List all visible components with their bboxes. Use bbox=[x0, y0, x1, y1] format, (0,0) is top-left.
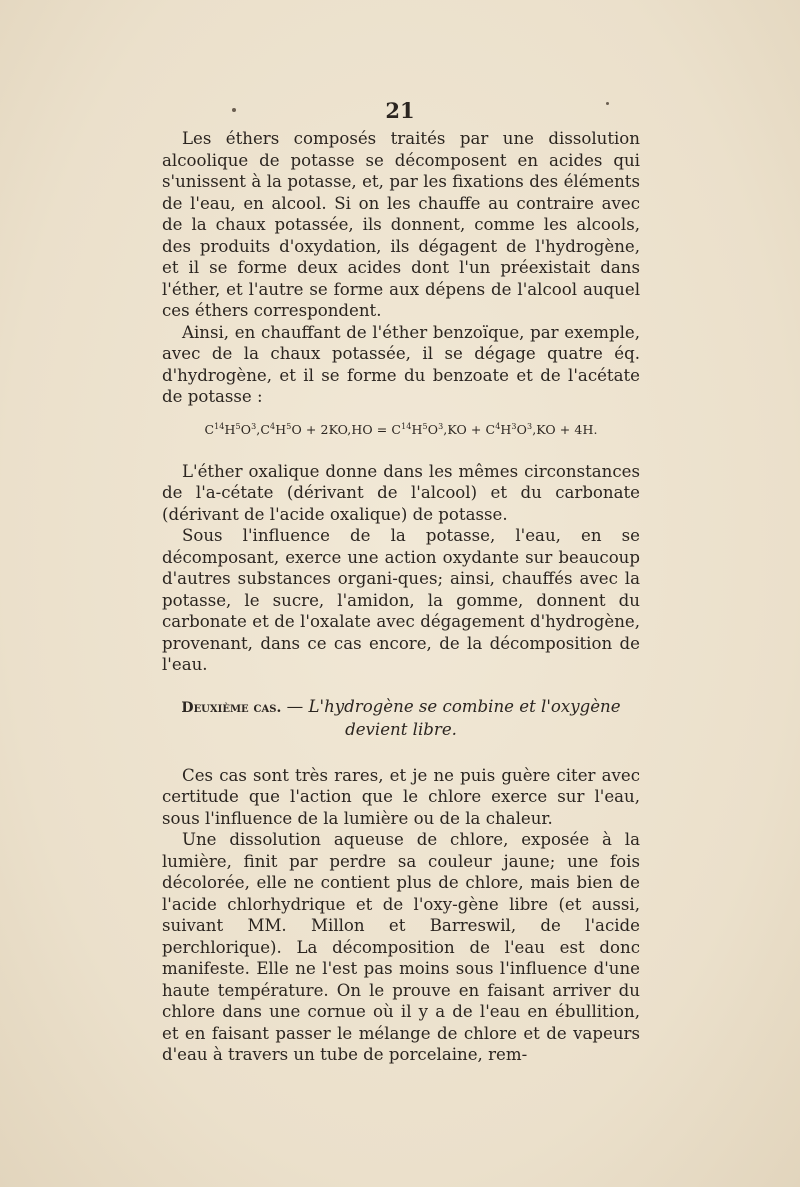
section-label: Deuxième cas. bbox=[181, 699, 282, 716]
page-number: 21 bbox=[385, 98, 415, 123]
paragraph: Sous l'influence de la potasse, l'eau, en se décomposant, exerce une action oxydante sur beaucoup d'autres substances organi-ques; ainsi, chauffés avec la potasse, le sucre, l'amidon, la gomme, donnent du carbonate et de l'oxalate avec dégagement d'hydrogène, provenant, dans ce cas encore, de la décomposition de l'eau. bbox=[162, 526, 640, 674]
paragraph: L'éther oxalique donne dans les mêmes circonstances de l'a-cétate (dérivant de l'alcool) et du carbonate (dérivant de l'acide oxalique) de potasse. bbox=[162, 461, 640, 524]
paragraph: Ces cas sont très rares, et je ne puis guère citer avec certitude que l'action que le chlore exerce sur l'eau, sous l'influence de la lumière ou de la chaleur. bbox=[162, 765, 640, 828]
section-heading bbox=[162, 696, 640, 741]
paragraph: Une dissolution aqueuse de chlore, exposée à la lumière, finit par perdre sa couleur jaune; une fois décolorée, elle ne contient plus de chlore, mais bien de l'acide chlorhydrique et de l'oxy-gène libre (et aussi, suivant MM. Millon et Barreswil, de l'acide perchlorique). La décomposition de l'eau est donc manifeste. Elle ne l'est pas moins sous l'influence d'une haute température. On le prouve en faisant arriver du chlore dans une cornue où il y a de l'eau en ébullition, et en faisant passer le mélange de chlore et de vapeurs d'eau à travers un tube de porcelaine, rem- bbox=[162, 830, 640, 1064]
page-body bbox=[162, 128, 640, 1066]
heading-dash: — bbox=[286, 696, 304, 716]
paragraph: Les éthers composés traités par une dissolution alcoolique de potasse se décomposent en acides qui s'unissent à la potasse, et, par les fixations des éléments de l'eau, en alcool. Si on les chauffe au contraire avec de la chaux potassée, ils donnent, comme les alcools, des produits d'oxydation, ils dégagent de l'hydrogène, et il se forme deux acides dont l'un préexistait dans l'éther, et l'autre se forme aux dépens de l'alcool auquel ces éthers correspondent. bbox=[162, 129, 640, 320]
section-title: L'hydrogène se combine et l'oxygène devient libre. bbox=[308, 696, 621, 739]
chemical-equation: $C^{14}H^5O^3,C^4H^5O + 2KO,HO = C^{14}H^5O^3,KO + C^4H^3O^3,KO + 4H$. bbox=[204, 421, 598, 437]
paragraph: Ainsi, en chauffant de l'éther benzoïque, par exemple, avec de la chaux potassée, il se dégage quatre éq. d'hydrogène, et il se forme du benzoate et de l'acétate de potasse : bbox=[162, 322, 640, 406]
